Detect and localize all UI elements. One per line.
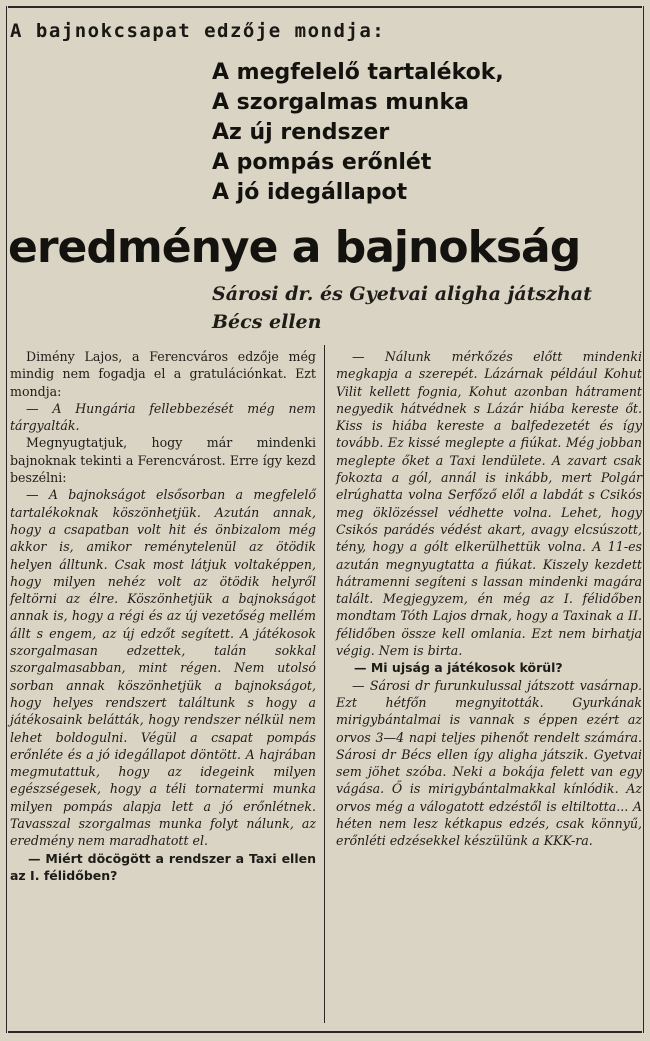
column-rule	[324, 345, 325, 1023]
body-paragraph: — Nálunk mérkőzés előtt mindenki megkapja a szerepét. Lázárnak például Kohut Vilit kellett fognia, Kohut azonban hátrament negyedik hátvédnek s Lázár hiába kereste őt. Kiss is hiába kereste a balfedezetét és így tovább. Ez kissé meglepte a fiúkat. Még jobban meglepte őket a Taxi lendülete. A zavart csak fokozta a gól, annál is inkább, mert Polgár elrúghatta volna Serfőző elől a labdát s Csikós meg öklözéssel védhette volna. Lehet, hogy Csikós parádés védést akart, avagy elcsúszott, tény, hogy a gólt elkerülhettük volna. A 11-es azután megnyugtatta a fiúkat. Kiszely kezdett hátramenni segíteni s lassan mindenki magára talált. Megjegyzem, én még az I. félidőben mondtam Tóth Lajos drnak, hogy a Taxinak a II. félidőben össze kell omlania. Ezt nem birhatja végig. Nem is birta.	[336, 349, 642, 659]
headline: eredménye a bajnokság	[8, 222, 581, 273]
left-column	[10, 348, 316, 884]
kicker: A bajnokcsapat edzője mondja:	[10, 20, 386, 42]
subhead-line: Sárosi dr. és Gyetvai aligha játszhat	[212, 283, 592, 305]
subhead-line: Bécs ellen	[212, 311, 322, 333]
right-column	[336, 348, 642, 850]
body-paragraph: — A bajnokságot elsősorban a megfelelő tartalékoknak köszönhetjük. Azután annak, hogy a csapatban volt hit és önbizalom még akkor is, amikor reménytelenül az ötödik helyen álltunk. Csak most látjuk voltaképpen, hogy milyen nehéz volt az ötödik helyről feltörni az élre. Köszönhetjük a bajnokságot annak is, hogy a régi és az új vezetőség mellém állt s engem, az új edzőt segített. A játékosok szorgalmasan edzettek, talán sokkal szorgalmasabban, mint régen. Nem utolsó sorban annak köszönhetjük a bajnokságot, hogy helyes rendszert találtunk s hogy a játékosaink belátták, hogy rendszer nélkül nem lehet boldogulni. Végül a csapat pompás erőnléte és a jó idegállapot döntött. A hajrában megmutattuk, hogy az idegeink milyen egészségesek, hogy a téli tornatermi munka milyen pompás alapja lett a jó erőnlétnek. Tavasszal szorgalmas munka folyt nálunk, az eredmény nem maradhatott el.	[10, 487, 316, 849]
deck-line: A jó idegállapot	[212, 180, 408, 205]
right-border	[643, 6, 644, 1033]
deck	[212, 58, 504, 208]
top-border	[8, 6, 642, 8]
deck-line: A pompás erőnlét	[212, 150, 432, 175]
body-paragraph: — A Hungária fellebbezését még nem tárgyalták.	[10, 400, 316, 434]
deck-line: Az új rendszer	[212, 120, 390, 145]
left-border	[6, 6, 7, 1033]
interview-question: — Mi ujság a játékosok körül?	[354, 660, 563, 676]
deck-line: A megfelelő tartalékok,	[212, 60, 504, 85]
subhead	[212, 280, 592, 336]
bottom-border	[8, 1031, 642, 1033]
body-paragraph: — Sárosi dr furunkulussal játszott vasárnap. Ezt hétfőn megnyitották. Gyurkának mirigybántalmai is vannak s éppen ezért az orvos 3—4 napi teljes pihenőt rendelt számára. Sárosi dr Bécs ellen így aligha játszik. Gyetvai sem jöhet szóba. Neki a bokája felett van egy vágása. Ő is mirigybántalmakkal kínlódik. Az orvos még a válogatott edzéstől is eltiltotta... A héten nem lesz kétkapus edzés, csak könnyű, erőnléti edzésekkel készülünk a KKK-ra.	[336, 677, 642, 849]
intro-paragraph: Dimény Lajos, a Ferencváros edzője még mindig nem fogadja el a gratulációnkat. Ezt mondja:	[10, 349, 316, 399]
interview-question: — Miért döcögött a rendszer a Taxi ellen az I. félidőben?	[10, 850, 316, 883]
body-paragraph: Megnyugtatjuk, hogy már mindenki bajnoknak tekinti a Ferencvárost. Erre így kezd beszélni:	[10, 435, 316, 486]
deck-line: A szorgalmas munka	[212, 90, 469, 115]
